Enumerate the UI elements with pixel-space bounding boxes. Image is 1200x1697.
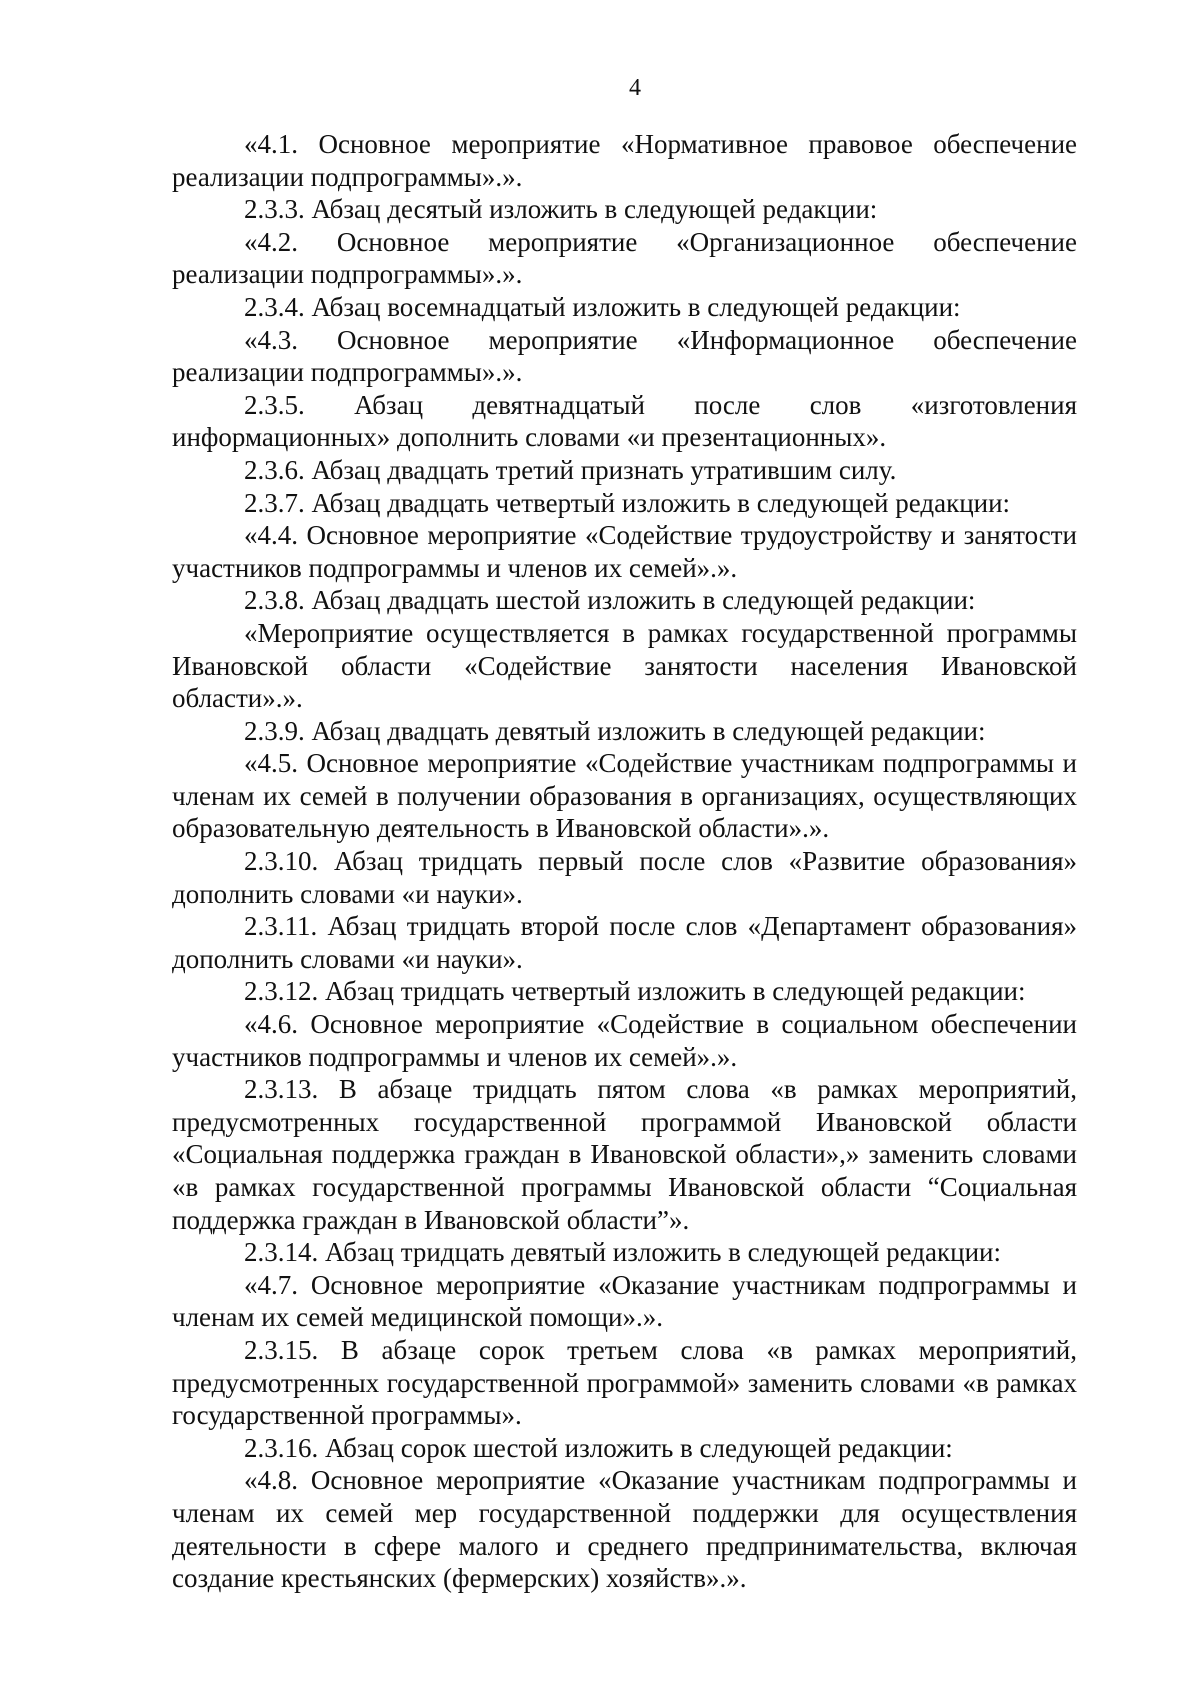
paragraph-amendment-2-3-7: 2.3.7. Абзац двадцать четвертый изложить в следующей редакции: [244,487,1011,518]
paragraph-item-4-4: «4.4. Основное мероприятие «Содействие трудоустройству и занятости участников подпрограммы и членов их семей».». [172,520,1077,583]
paragraph-item-4-5: «4.5. Основное мероприятие «Содействие участникам подпрограммы и членам их семей в получении образования в организациях, осуществляющих образовательную деятельность в Ивановской области».». [172,748,1077,844]
paragraph-amendment-2-3-3: 2.3.3. Абзац десятый изложить в следующей редакции: [244,194,878,225]
paragraph-amendment-2-3-15: 2.3.15. В абзаце сорок третьем слова «в рамках мероприятий, предусмотренных государственной программой» заменить словами «в рамках государственной программы». [172,1334,1077,1431]
paragraph-amendment-2-3-16: 2.3.16. Абзац сорок шестой изложить в следующей редакции: [244,1432,953,1463]
paragraph-activity-note: «Мероприятие осуществляется в рамках государственной программы Ивановской области «Содействие занятости населения Ивановской области».». [172,617,1077,714]
paragraph-amendment-2-3-14: 2.3.14. Абзац тридцать девятый изложить в следующей редакции: [244,1237,1001,1268]
paragraph-item-4-8: «4.8. Основное мероприятие «Оказание участникам подпрограммы и членам их семей мер государственной поддержки для осуществления деятельности в сфере малого и среднего предпринимательства, включая создание крестьянских (фермерских) хозяйств».». [172,1465,1077,1594]
paragraph-item-4-3: «4.3. Основное мероприятие «Информационное обеспечение реализации подпрограммы».». [172,324,1077,388]
document-body [172,128,1077,1595]
paragraph-amendment-2-3-13: 2.3.13. В абзаце тридцать пятом слова «в рамках мероприятий, предусмотренных государственной программой Ивановской области «Социальная поддержка граждан в Ивановской области»,» заменить словами «в рамках государственной программы Ивановской области “Социальная поддержка граждан в Ивановской области”». [172,1074,1077,1235]
paragraph-amendment-2-3-4: 2.3.4. Абзац восемнадцатый изложить в следующей редакции: [244,291,961,322]
paragraph-item-4-6: «4.6. Основное мероприятие «Содействие в социальном обеспечении участников подпрограммы и членов их семей».». [172,1009,1077,1072]
paragraph-amendment-2-3-12: 2.3.12. Абзац тридцать четвертый изложить в следующей редакции: [244,976,1026,1007]
paragraph-amendment-2-3-6: 2.3.6. Абзац двадцать третий признать утратившим силу. [244,454,897,485]
paragraph-amendment-2-3-11: 2.3.11. Абзац тридцать второй после слов «Департамент образования» дополнить словами «и науки». [172,911,1077,974]
paragraph-amendment-2-3-10: 2.3.10. Абзац тридцать первый после слов «Развитие образования» дополнить словами «и науки». [172,846,1077,909]
paragraph-item-4-2: «4.2. Основное мероприятие «Организационное обеспечение реализации подпрограммы».». [172,226,1077,290]
paragraph-item-4-1: «4.1. Основное мероприятие «Нормативное правовое обеспечение реализации подпрограммы».». [172,129,1077,192]
paragraph-amendment-2-3-8: 2.3.8. Абзац двадцать шестой изложить в следующей редакции: [244,585,976,616]
page-number: 4 [629,75,641,101]
paragraph-amendment-2-3-9: 2.3.9. Абзац двадцать девятый изложить в следующей редакции: [244,715,986,746]
paragraph-amendment-2-3-5: 2.3.5. Абзац девятнадцатый после слов «изготовления информационных» дополнить словами «и презентационных». [172,389,1077,453]
paragraph-item-4-7: «4.7. Основное мероприятие «Оказание участникам подпрограммы и членам их семей медицинской помощи».». [172,1269,1077,1333]
